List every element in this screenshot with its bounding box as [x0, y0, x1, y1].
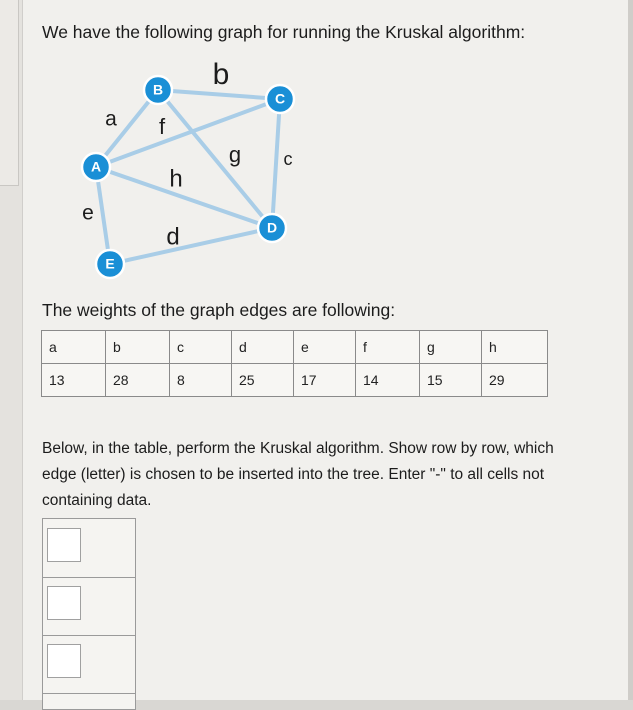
graph-edge-d [110, 228, 272, 264]
weights-value-row [42, 364, 548, 397]
weights-title: The weights of the graph edges are following: [42, 300, 396, 320]
answer-input[interactable] [47, 644, 81, 678]
graph-node-label: A [90, 158, 102, 175]
weights-value-cell: 13 [42, 364, 106, 397]
question-prompt: We have the following graph for running the Kruskal algorithm: [42, 22, 526, 42]
edge-label-c: c [283, 148, 293, 169]
instructions-text: Below, in the table, perform the Kruskal algorithm. Show row by row, which edge (letter) is chosen to be inserted into the tree. Enter "-" to all cells not containing data. [42, 440, 554, 509]
edge-label-d: d [166, 223, 180, 251]
weights-value-cell: 15 [420, 364, 482, 397]
weights-header-cell: g [420, 331, 482, 364]
edge-label-b: b [212, 57, 230, 91]
answer-row [43, 577, 135, 636]
weights-header-cell: b [106, 331, 170, 364]
edge-label-h: h [169, 165, 183, 193]
answer-input[interactable] [47, 586, 81, 620]
answer-input[interactable] [47, 528, 81, 562]
edge-label-a: a [105, 107, 117, 131]
graph-node-A [82, 153, 110, 181]
weights-header-cell: e [294, 331, 356, 364]
weights-value-cell: 8 [170, 364, 232, 397]
weights-header-cell: c [170, 331, 232, 364]
graph-node-label: B [152, 81, 164, 98]
weights-value-cell: 28 [106, 364, 170, 397]
weights-table [41, 330, 548, 397]
answer-row [43, 635, 135, 694]
edge-label-f: f [158, 113, 166, 139]
weights-value-cell: 17 [294, 364, 356, 397]
graph-node-label: D [266, 219, 278, 236]
weights-header-cell: h [482, 331, 548, 364]
weights-value-cell: 25 [232, 364, 294, 397]
graph-node-label: C [274, 90, 286, 107]
graph-node-C [266, 85, 294, 113]
answer-row [43, 519, 135, 578]
graph-edge-c [272, 99, 280, 228]
weights-value-cell: 29 [482, 364, 548, 397]
weights-header-row [42, 331, 548, 364]
weights-header-cell: f [356, 331, 420, 364]
kruskal-graph [0, 0, 633, 300]
graph-node-B [144, 76, 172, 104]
weights-value-cell: 14 [356, 364, 420, 397]
graph-node-D [258, 214, 286, 242]
answer-table [42, 518, 136, 710]
weights-header-cell: a [42, 331, 106, 364]
graph-edge-b [158, 90, 280, 99]
edge-label-e: e [82, 201, 94, 225]
edge-label-g: g [228, 141, 242, 167]
graph-node-E [96, 250, 124, 278]
graph-node-label: E [105, 255, 115, 272]
weights-header-cell: d [232, 331, 294, 364]
